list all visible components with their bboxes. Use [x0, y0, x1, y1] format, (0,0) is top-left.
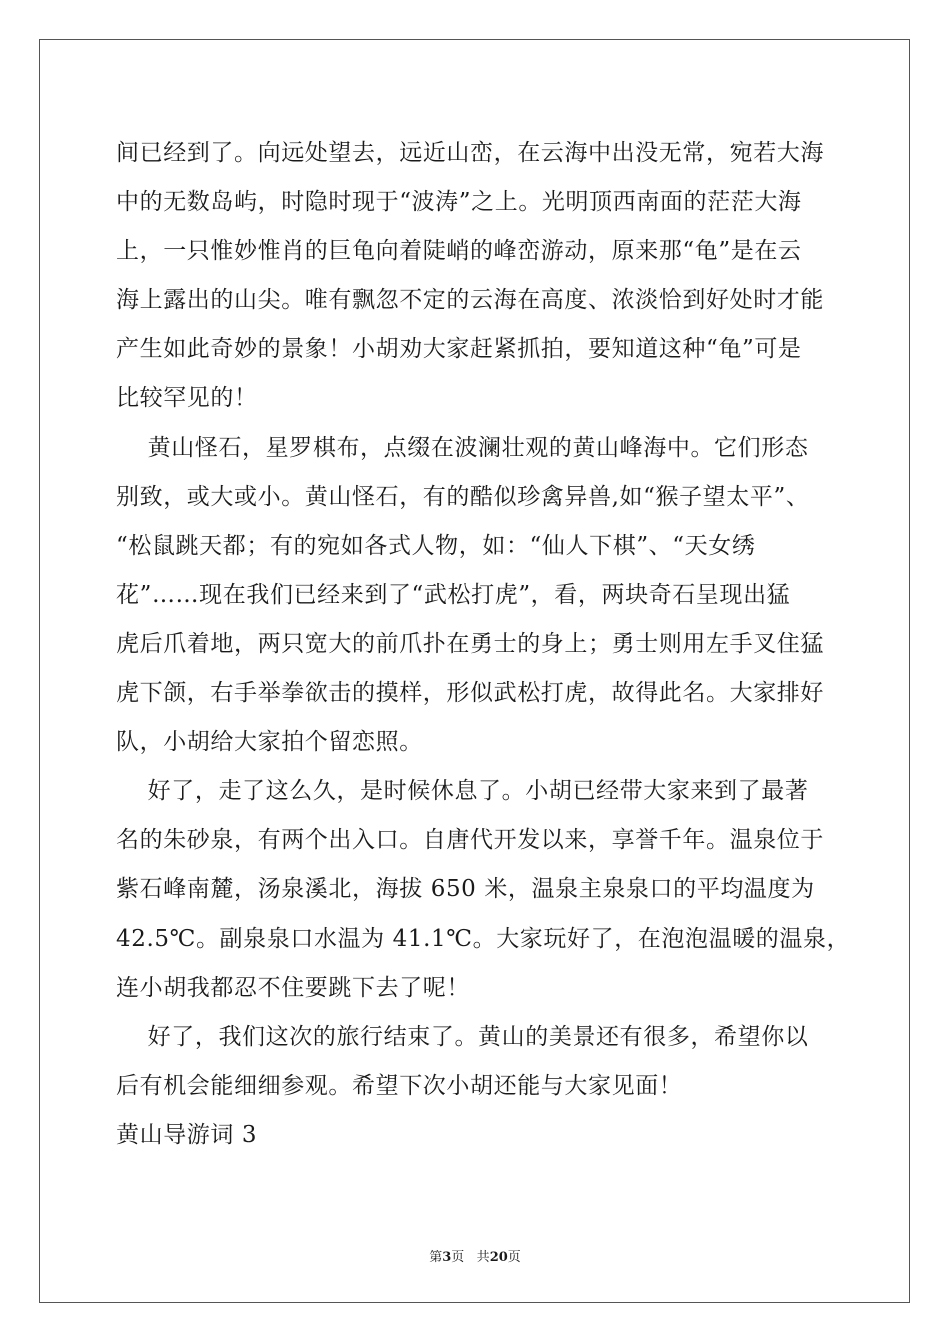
text-line: 黄山怪石，星罗棋布，点缀在波澜壮观的黄山峰海中。它们形态: [116, 434, 809, 461]
text-line: 海上露出的山尖。唯有飘忽不定的云海在高度、浓淡恰到好处时才能: [116, 287, 824, 314]
text-line: 好了，我们这次的旅行结束了。黄山的美景还有很多，希望你以: [116, 1023, 809, 1050]
text-line: 后有机会能细细参观。希望下次小胡还能与大家见面！: [116, 1072, 683, 1099]
text-line: 虎下颌，右手举拳欲击的摸样，形似武松打虎，故得此名。大家排好: [116, 680, 824, 707]
total-suffix: 页: [507, 1250, 521, 1265]
page-number: 3: [442, 1250, 452, 1265]
text-line: 上，一只惟妙惟肖的巨龟向着陡峭的峰峦游动，原来那“龟”是在云: [116, 238, 802, 265]
text-line: 别致，或大或小。黄山怪石，有的酷似珍禽异兽,如“猴子望太平”、: [116, 483, 810, 510]
page-prefix: 第: [429, 1250, 443, 1265]
text-line: 产生如此奇妙的景象！小胡劝大家赶紧抓拍，要知道这种“龟”可是: [116, 336, 802, 363]
text-line: 名的朱砂泉，有两个出入口。自唐代开发以来，享誉千年。温泉位于: [116, 827, 824, 854]
text-line: “松鼠跳天都；有的宛如各式人物，如：“仙人下棋”、“天女绣: [116, 532, 756, 559]
text-line: 紫石峰南麓，汤泉溪北，海拔 650 米，温泉主泉泉口的平均温度为: [116, 876, 815, 903]
page-footer: [0, 1246, 950, 1265]
document-body: [116, 129, 851, 1160]
text-line: 比较罕见的！: [116, 385, 258, 412]
page-suffix: 页: [451, 1250, 465, 1265]
text-line: 连小胡我都忍不住要跳下去了呢！: [116, 974, 470, 1001]
total-pages: 20: [489, 1250, 508, 1265]
text-line: 虎后爪着地，两只宽大的前爪扑在勇士的身上；勇士则用左手叉住猛: [116, 630, 824, 657]
text-line: 队，小胡给大家拍个留恋照。: [116, 729, 423, 756]
text-line: 42.5℃。副泉泉口水温为 41.1℃。大家玩好了，在泡泡温暖的温泉，: [116, 925, 851, 952]
text-line: 中的无数岛屿，时隐时现于“波涛”之上。光明顶西南面的茫茫大海: [116, 189, 802, 216]
text-line: 好了，走了这么久，是时候休息了。小胡已经带大家来到了最著: [116, 778, 809, 805]
text-line: 间已经到了。向远处望去，远近山峦，在云海中出没无常，宛若大海: [116, 140, 824, 166]
total-prefix: 共: [476, 1250, 490, 1265]
section-heading: 黄山导游词 3: [116, 1121, 258, 1148]
text-line: 花”……现在我们已经来到了“武松打虎”，看，两块奇石呈现出猛: [116, 581, 791, 608]
